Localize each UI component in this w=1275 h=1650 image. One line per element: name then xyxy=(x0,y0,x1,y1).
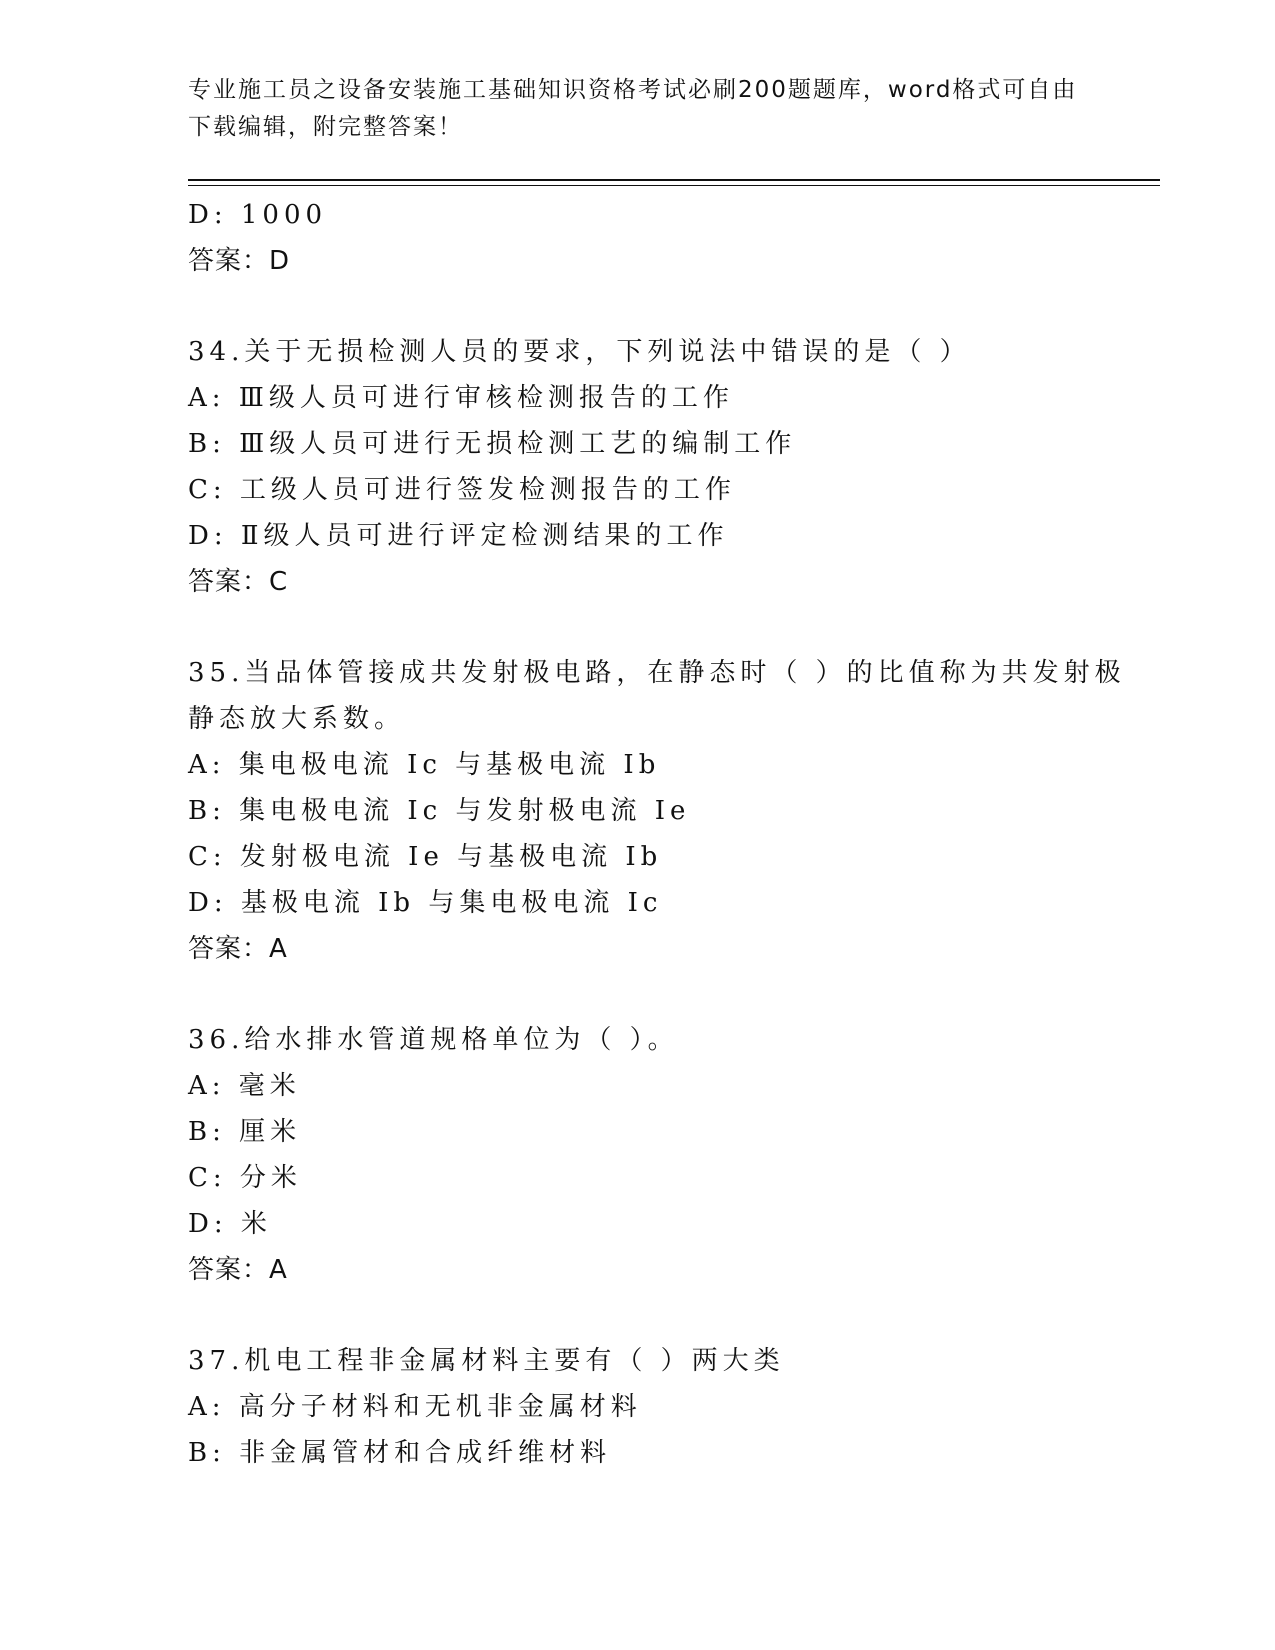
option-b: B: 非金属管材和合成纤维材料 xyxy=(188,1438,612,1468)
spacer xyxy=(188,1293,1148,1338)
question-36 xyxy=(188,1017,1148,1293)
answer-line: 答案：A xyxy=(188,934,288,964)
question-stem: 34.关于无损检测人员的要求，下列说法中错误的是（ ） xyxy=(188,337,971,367)
question-stem: 37.机电工程非金属材料主要有（ ）两大类 xyxy=(188,1346,785,1376)
answer-line: 答案：A xyxy=(188,1255,288,1285)
spacer xyxy=(188,605,1148,650)
question-stem: 35.当品体管接成共发射极电路，在静态时（ ）的比值称为共发射极 xyxy=(188,658,1126,688)
carryover-block xyxy=(188,192,1148,284)
option-a: A: Ⅲ级人员可进行审核检测报告的工作 xyxy=(188,383,734,413)
option-c: C: 发射极电流 Ie 与基极电流 Ib xyxy=(188,842,663,872)
question-34 xyxy=(188,329,1148,605)
question-stem-continued: 静态放大系数。 xyxy=(188,704,406,734)
header-title-line-2: 下载编辑，附完整答案！ xyxy=(188,114,463,140)
option-b: B: 集电极电流 Ic 与发射极电流 Ie xyxy=(188,796,691,826)
option-b: B: 厘米 xyxy=(188,1117,302,1147)
option-d: D: 1000 xyxy=(188,200,328,230)
option-d: D: 基极电流 Ib 与集电极电流 Ic xyxy=(188,888,663,918)
option-d: D: Ⅱ级人员可进行评定检测结果的工作 xyxy=(188,521,729,551)
document-header xyxy=(188,72,1088,146)
spacer xyxy=(188,972,1148,1017)
option-b: B: Ⅲ级人员可进行无损检测工艺的编制工作 xyxy=(188,429,797,459)
answer-line: 答案：C xyxy=(188,567,289,597)
question-stem: 36.给水排水管道规格单位为（ ）。 xyxy=(188,1025,679,1055)
header-divider-thin xyxy=(188,185,1160,186)
option-a: A: 高分子材料和无机非金属材料 xyxy=(188,1392,642,1422)
option-a: A: 毫米 xyxy=(188,1071,301,1101)
header-divider-thick xyxy=(188,179,1160,181)
question-35 xyxy=(188,650,1148,972)
question-list xyxy=(188,192,1148,1476)
option-c: C: 工级人员可进行签发检测报告的工作 xyxy=(188,475,736,505)
option-a: A: 集电极电流 Ic 与基极电流 Ib xyxy=(188,750,661,780)
spacer xyxy=(188,284,1148,329)
option-c: C: 分米 xyxy=(188,1163,302,1193)
answer-line: 答案：D xyxy=(188,246,291,276)
header-title-line-1: 专业施工员之设备安装施工基础知识资格考试必刷200题题库，word格式可自由 xyxy=(188,77,1078,103)
option-d: D: 米 xyxy=(188,1209,272,1239)
question-37 xyxy=(188,1338,1148,1476)
